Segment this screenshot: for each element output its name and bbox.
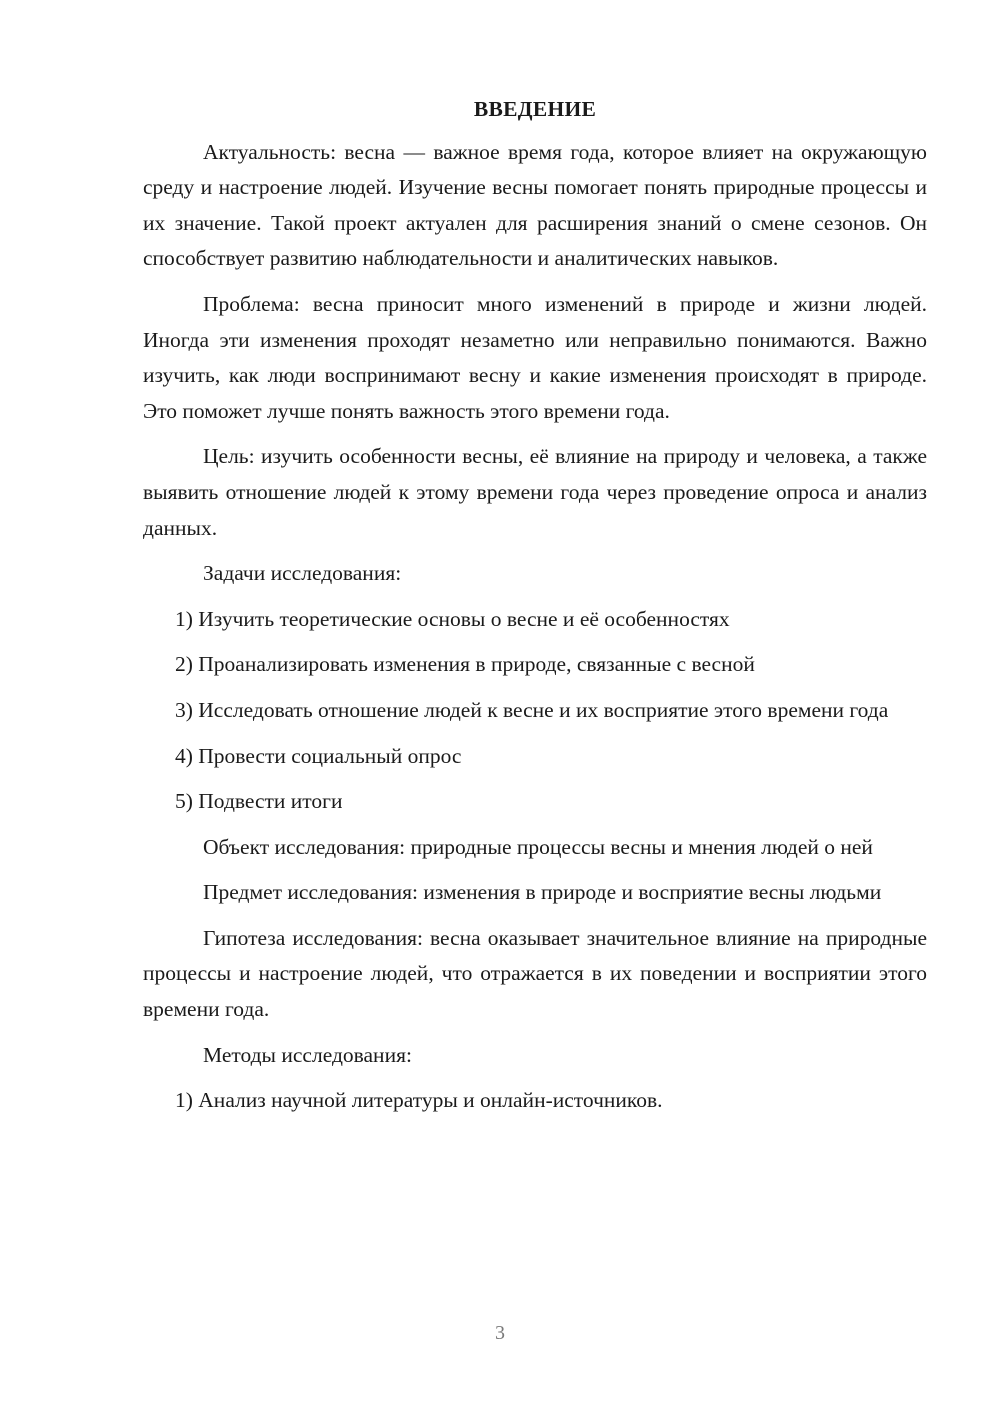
subject-paragraph: Предмет исследования: изменения в природе и восприятие весны людьми (203, 880, 882, 905)
document-page (143, 92, 927, 1129)
object-paragraph: Объект исследования: природные процессы весны и мнения людей о ней (203, 834, 873, 859)
methods-title: Методы исследования: (203, 1042, 412, 1067)
section-heading: ВВЕДЕНИЕ (473, 97, 597, 121)
problem-paragraph: Проблема: весна приносит много изменений в природе и жизни людей. Иногда эти изменения проходят незаметно или неправильно понимаются. Важно изучить, как люди воспринимают весну и какие изменения происходят в природе. Это поможет лучше понять важность этого времени года. (143, 291, 927, 423)
tasks-title: Задачи исследования: (203, 561, 402, 586)
task-item: 2) Проанализировать изменения в природе, связанные с весной (175, 652, 755, 677)
task-item: 1) Изучить теоретические основы о весне и её особенностях (175, 606, 730, 631)
page-number: 3 (495, 1322, 505, 1344)
task-item: 5) Подвести итоги (175, 789, 343, 814)
goal-paragraph: Цель: изучить особенности весны, её влияние на природу и человека, а также выявить отношение людей к этому времени года через проведение опроса и анализ данных. (143, 444, 927, 540)
task-item: 3) Исследовать отношение людей к весне и их восприятие этого времени года (175, 697, 889, 722)
task-item: 4) Провести социальный опрос (175, 743, 462, 768)
method-item: 1) Анализ научной литературы и онлайн-источников. (175, 1088, 663, 1113)
relevance-paragraph: Актуальность: весна — важное время года, которое влияет на окружающую среду и настроение людей. Изучение весны помогает понять природные процессы и их значение. Такой проект актуален для расширения знаний о смене сезонов. Он способствует развитию наблюдательности и аналитических навыков. (143, 139, 927, 271)
hypothesis-paragraph: Гипотеза исследования: весна оказывает значительное влияние на природные процессы и настроение людей, что отражается в их поведении и восприятии этого времени года. (143, 925, 927, 1022)
